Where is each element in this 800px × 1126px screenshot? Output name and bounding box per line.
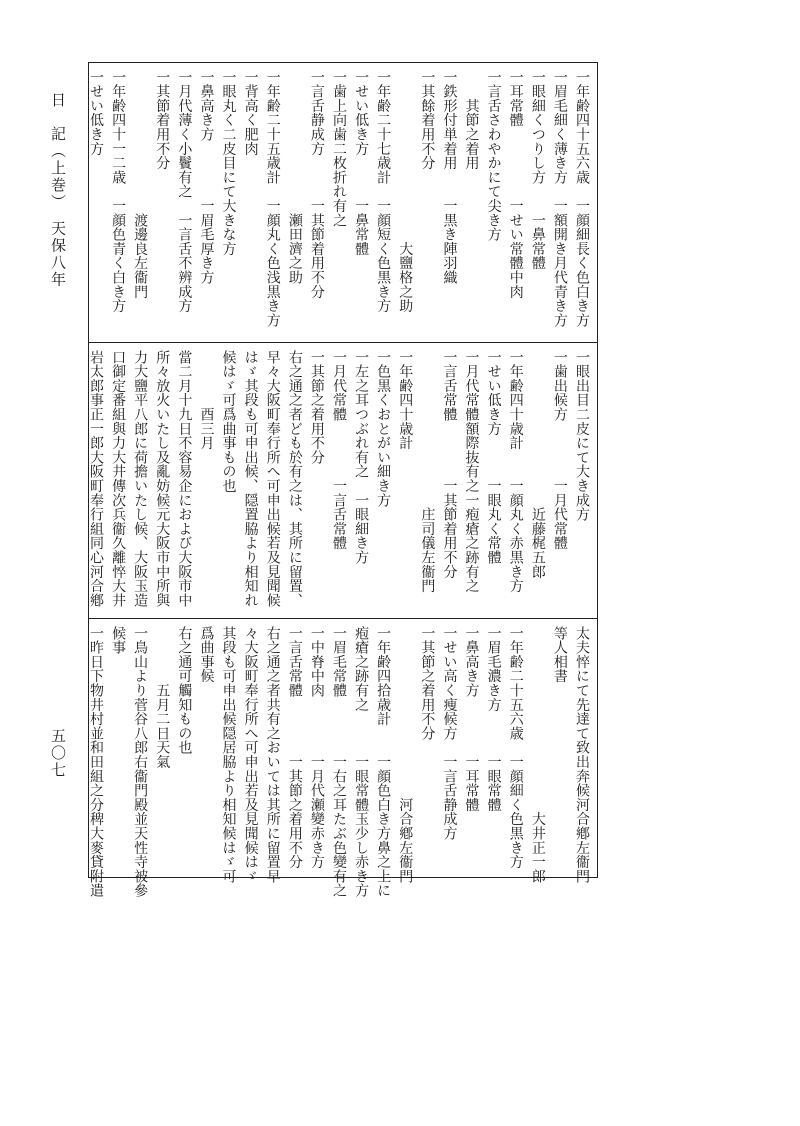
text-column: 一言舌さわやかにて尖き方: [485, 70, 502, 242]
text-column: 一眼丸く二皮目にて大きな方: [220, 70, 237, 256]
text-column: 候はゞ可爲曲事もの也: [220, 350, 237, 493]
text-column: 一其節之着用不分: [308, 350, 325, 465]
text-column: 右之通之者ども於有之は、其所に留置、: [286, 350, 303, 608]
text-column: 一せい低き方 一鼻常體: [353, 70, 370, 256]
text-column: 酉三月: [198, 350, 215, 451]
text-column: 其節之着用: [463, 70, 480, 171]
text-column: 爲曲事候: [198, 626, 215, 684]
text-column: 大鹽格之助: [397, 70, 414, 314]
text-column: 當二月十九日不容易企におよび大阪市中: [176, 350, 193, 608]
text-column: 其段も可申出候隠居脇より相知候はゞ可: [220, 626, 237, 884]
text-column: 一歯上向歯二枚折れ有之: [331, 70, 347, 228]
text-column: 大井正一郎: [529, 626, 546, 884]
text-column: 一鼻高き方 一眉毛厚き方: [198, 70, 215, 285]
text-column: 一月代常體 一言舌常體: [331, 350, 347, 551]
text-column: 候事: [110, 626, 127, 655]
text-column: 右之通可觸知もの也: [176, 626, 193, 755]
text-column: 所々放火いたし及亂妨候元大阪市中所與: [154, 350, 171, 608]
text-column: 右之通之者共有之おいては其所に留置早: [264, 626, 281, 884]
text-column: 一せい低き方 一眼丸く常體: [485, 350, 502, 565]
text-column: 一年齢二十七歳計 一顔短く色黒き方: [375, 70, 392, 314]
text-column: 一眼出目二皮にて大き成方: [574, 350, 590, 522]
text-column: 一左之耳つぶれ有之 一眼細き方: [353, 350, 370, 565]
text-column: 一言舌常體 一其節着用不分: [441, 350, 458, 579]
text-column: 庄司儀左衞門: [419, 350, 436, 594]
text-column: 一其餘着用不分: [419, 70, 436, 171]
text-column: 河合鄕左衞門: [397, 626, 414, 884]
text-column: 一せい高く痩候方 一言舌静成方: [441, 626, 458, 841]
text-column: 一鳥山より菅谷八郎右衞門殿並天性寺被參: [132, 626, 149, 898]
text-column: 一昨日下物井村並和田組之分稗大麥貸附遣: [88, 626, 104, 898]
text-column: 一言舌常體 一其節之着用不分: [286, 626, 303, 870]
text-column: 太夫悴にて先達て致出奔候河合鄕左衞門: [574, 626, 590, 884]
text-column: 等人相書: [551, 626, 568, 684]
text-column: 一言舌静成方 一其節着用不分: [308, 70, 325, 299]
text-column: 々大阪町奉行所へ可申出若及見聞候はゞ: [242, 626, 259, 884]
text-column: 一其節之着用不分: [419, 626, 436, 741]
page-number: 五〇七: [49, 728, 67, 779]
text-column: 一年齢四十歳計 一顔丸く赤黒き方: [507, 350, 524, 594]
text-column: 五月二日天氣: [154, 626, 171, 769]
text-column: 一背高く肥肉: [242, 70, 259, 156]
text-column: 渡邊良左衞門: [132, 70, 149, 299]
text-column: 一年齢二十五六歳 一顔細く色黒き方: [507, 626, 524, 870]
text-column: 一年齢四十五六歳 一顔細長く色白き方: [574, 70, 590, 328]
text-column: 一月代薄く小鬢有之 一言舌不辨成方: [176, 70, 193, 314]
text-column: 一眉毛常體 一右之耳たぶ色變有之: [331, 626, 347, 898]
text-column: 一眼細くつりし方 一鼻常體: [529, 70, 546, 271]
text-column: 一中脊中肉 一月代瀬變赤き方: [308, 626, 325, 870]
text-column: はゞ其段も可申出候、隠置脇より相知れ: [242, 350, 259, 608]
text-column: 一眉毛細く薄き方 一額開き月代青き方: [551, 70, 568, 328]
text-column: 一年齢四十歳計: [397, 350, 414, 451]
text-column: 一月代常體額際抜有之一疱瘡之跡有之: [463, 350, 480, 594]
text-column: 一鉄形付単着用 一黒き陣羽織: [441, 70, 458, 285]
text-column: 一年齢四十一二歳 一顔色青く白き方: [110, 70, 127, 314]
text-column: 一年齢四拾歳計 一顔色白き方鼻之上に: [375, 626, 392, 898]
running-header: 日 記（上巻） 天保八年: [49, 92, 67, 289]
text-column: 瀬田濟之助: [286, 70, 303, 285]
section-divider-upper: [88, 342, 598, 343]
text-column: 一其節着用不分: [154, 70, 171, 171]
text-column: 岩太郎事正一郎大阪町奉行組同心河合鄕: [88, 350, 104, 608]
text-column: 疱瘡之跡有之 一眼常體玉少し赤き方: [353, 626, 370, 898]
text-column: 一色黒くおとがい細き方: [375, 350, 392, 508]
text-column: 一眉毛濃き方 一眼常體: [485, 626, 502, 812]
text-column: 一年齢二十五歳計 一顔丸く色浅黒き方: [264, 70, 281, 328]
text-column: 近藤梶五郎: [529, 350, 546, 579]
text-column: 口御定番組與力大井傳次兵衞久離悴大井: [110, 350, 127, 608]
text-column: 力大鹽平八郎に荷擔いたし候、大阪玉造: [132, 350, 149, 608]
text-column: 一歯出候方 一月代常體: [551, 350, 568, 551]
text-column: 一せい低き方: [88, 70, 104, 156]
text-column: 一耳常體 一せい常體中肉: [507, 70, 524, 299]
section-divider-lower: [88, 618, 598, 619]
text-column: 早々大阪町奉行所へ可申出候若及見聞候: [264, 350, 281, 608]
text-column: 一鼻高き方 一耳常體: [463, 626, 480, 812]
